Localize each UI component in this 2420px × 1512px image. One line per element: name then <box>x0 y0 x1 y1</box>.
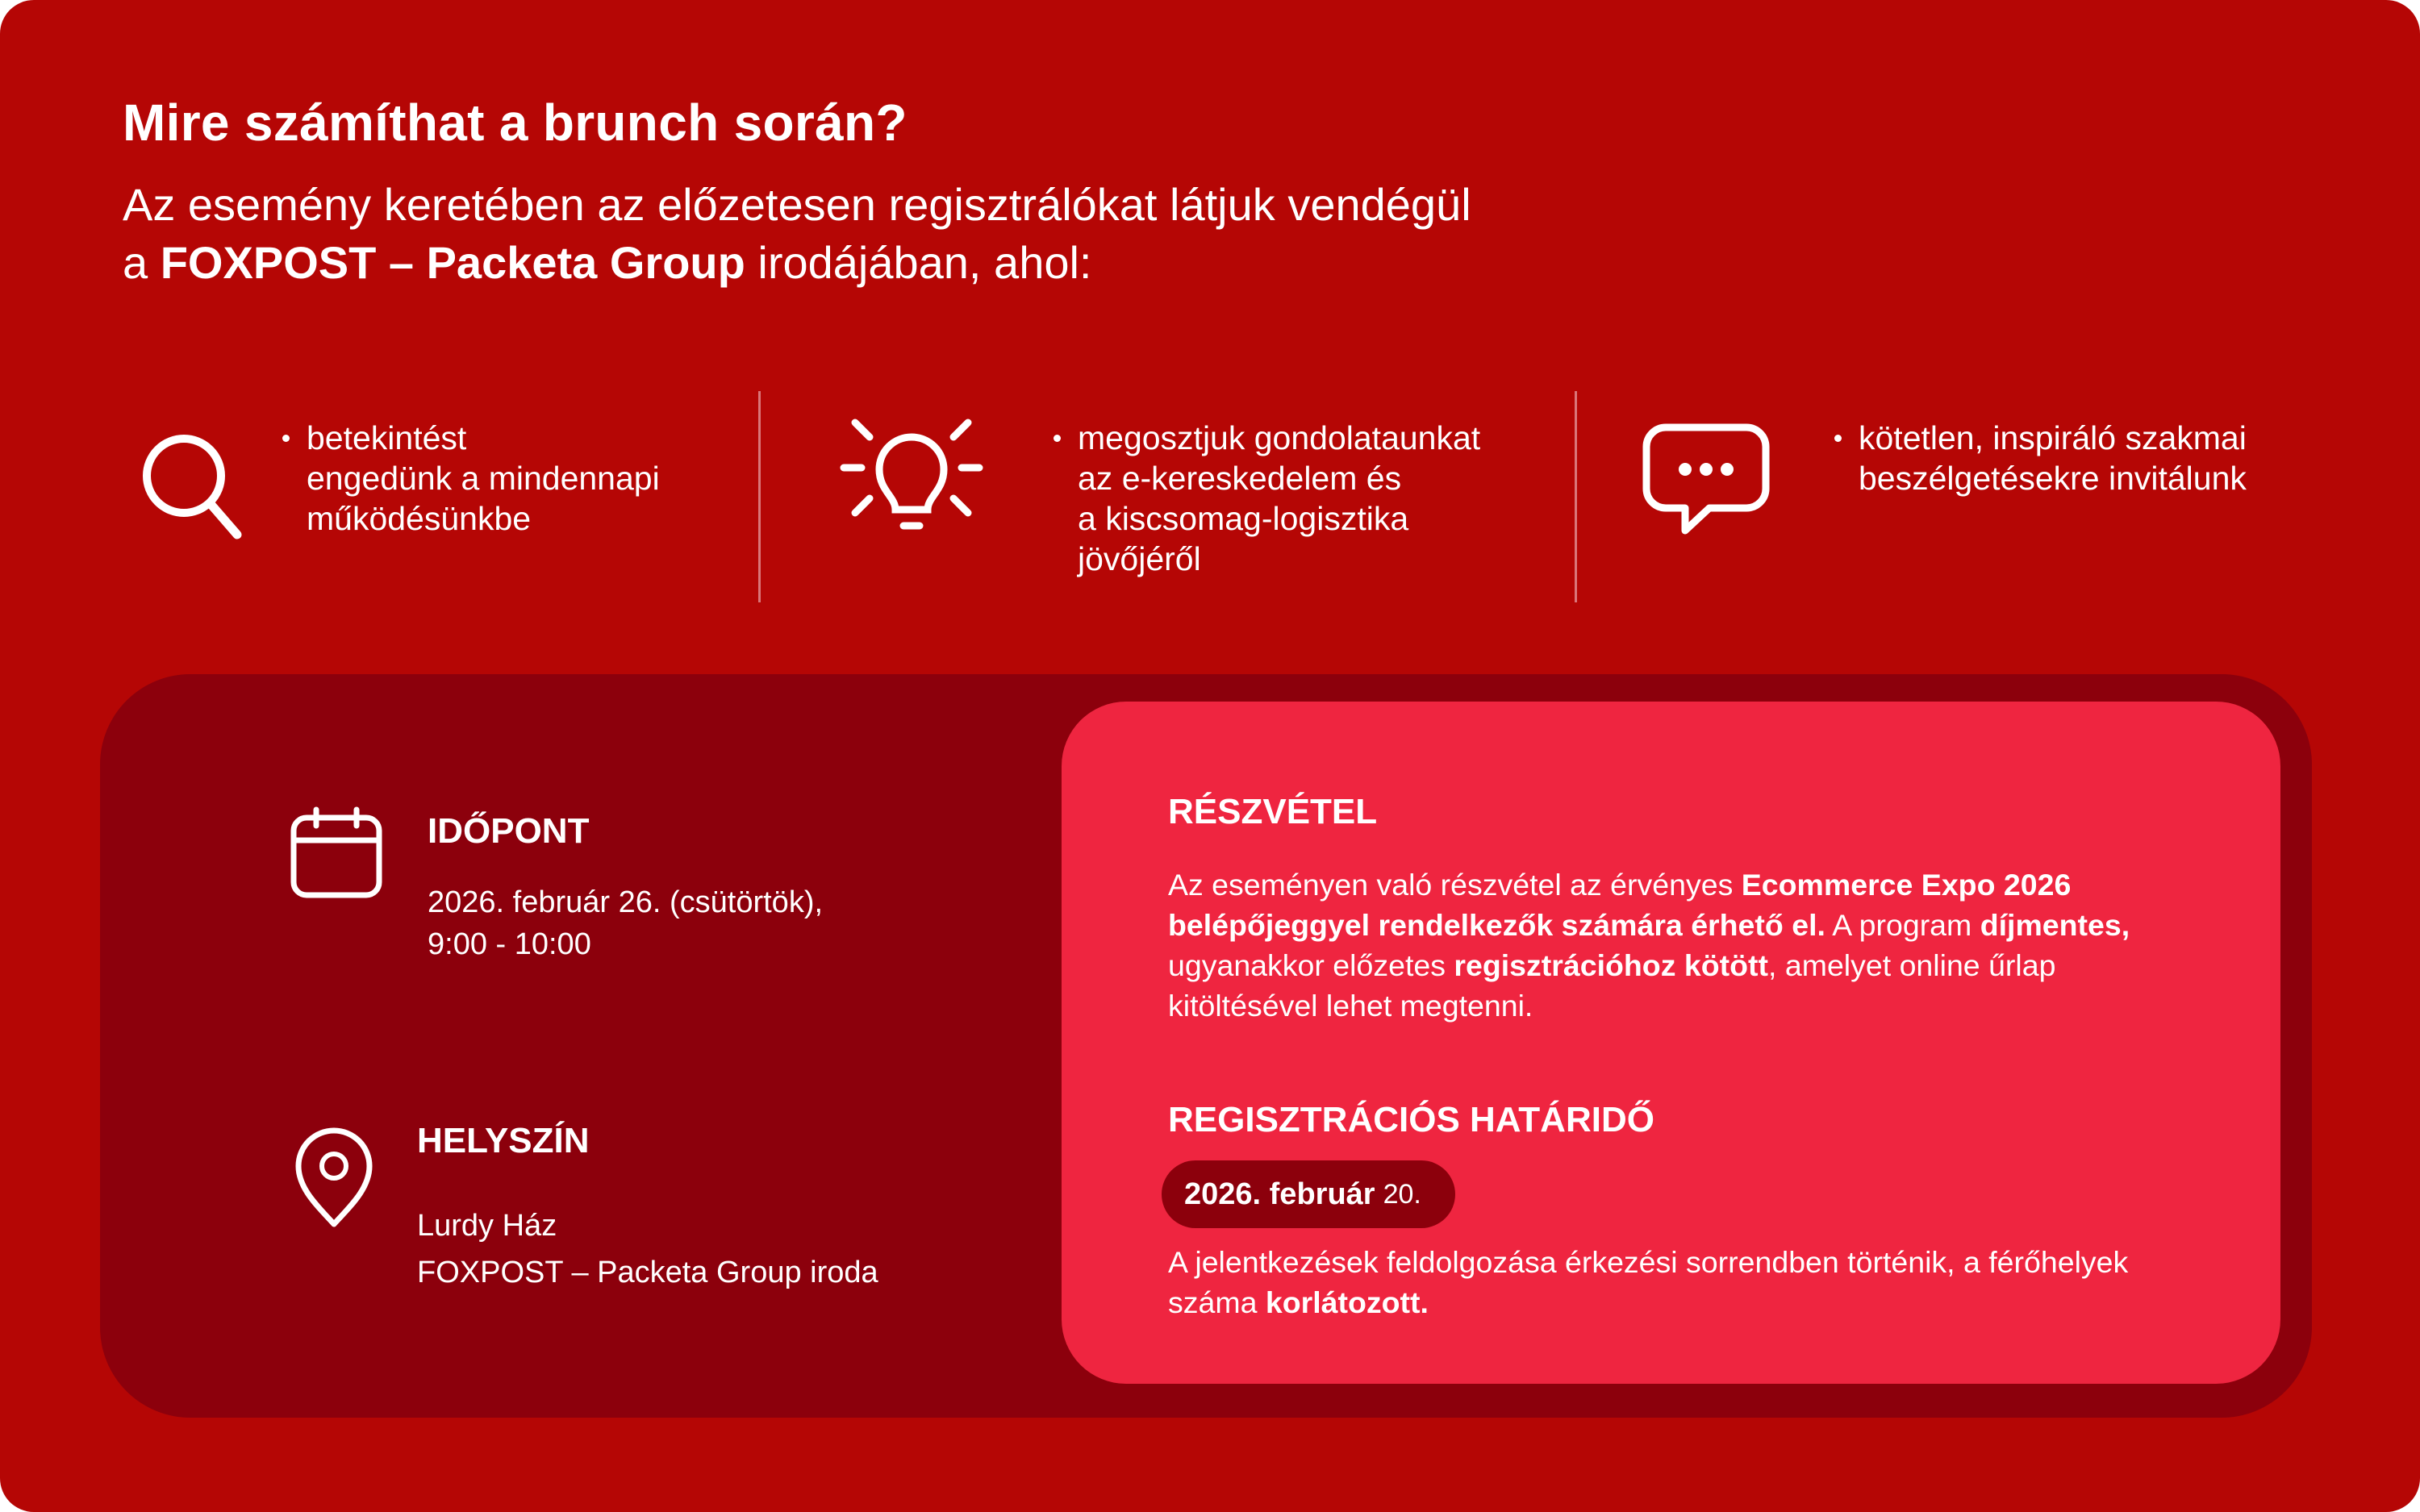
intro-text <box>123 176 1897 292</box>
location-value: Lurdy Ház FOXPOST – Packeta Group iroda <box>417 1209 878 1289</box>
search-icon <box>137 427 246 544</box>
intro-line-2-prefix: a <box>123 237 148 288</box>
date-value: 2026. február 26. (csütörtök), 9:00 - 10:00 <box>428 885 824 961</box>
location-pin-icon <box>292 1126 376 1231</box>
chat-bubble-icon <box>1642 421 1771 542</box>
location-heading: HELYSZÍN <box>417 1121 590 1160</box>
participation-heading: RÉSZVÉTEL <box>1168 792 1378 831</box>
company-name: FOXPOST – Packeta Group <box>160 237 745 288</box>
divider-2 <box>1575 391 1577 602</box>
intro-line-2-suffix: irodájában, ahol: <box>757 237 1092 288</box>
deadline-heading: REGISZTRÁCIÓS HATÁRIDŐ <box>1168 1100 1654 1139</box>
list-item: betekintést engedünk a mindennapi működésünkbe <box>282 418 660 539</box>
deadline-note: A jelentkezések feldolgozása érkezési sorrendben történik, a férőhelyek száma korlátozott. <box>1168 1245 2129 1319</box>
divider-1 <box>758 391 761 602</box>
page-title: Mire számíthat a brunch során? <box>123 94 908 152</box>
participation-text: Az eseményen való részvétel az érvényes Ecommerce Expo 2026 belépőjeggyel rendelkezők számára érhető el. A program díjmentes, ugyanakkor előzetes regisztrációhoz kötött, amelyet online űrlap kitöltésével lehet megtenni. <box>1168 868 2130 1023</box>
feature-list-3 <box>1834 418 2247 498</box>
lightbulb-icon <box>839 413 984 542</box>
calendar-icon <box>289 806 386 902</box>
intro-line-1: Az esemény keretében az előzetesen regisztrálókat látjuk vendégül <box>123 179 1471 230</box>
deadline-date-badge: 2026. február 20. <box>1162 1160 1455 1228</box>
list-item: kötetlen, inspiráló szakmai beszélgetésekre invitálunk <box>1834 418 2247 498</box>
list-item: megosztjuk gondolataunkat az e-kereskedelem és a kiscsomag-logisztika jövőjéről <box>1054 418 1480 579</box>
feature-list-2 <box>1054 418 1480 579</box>
feature-list-1 <box>282 418 660 539</box>
date-heading: IDŐPONT <box>428 811 590 851</box>
